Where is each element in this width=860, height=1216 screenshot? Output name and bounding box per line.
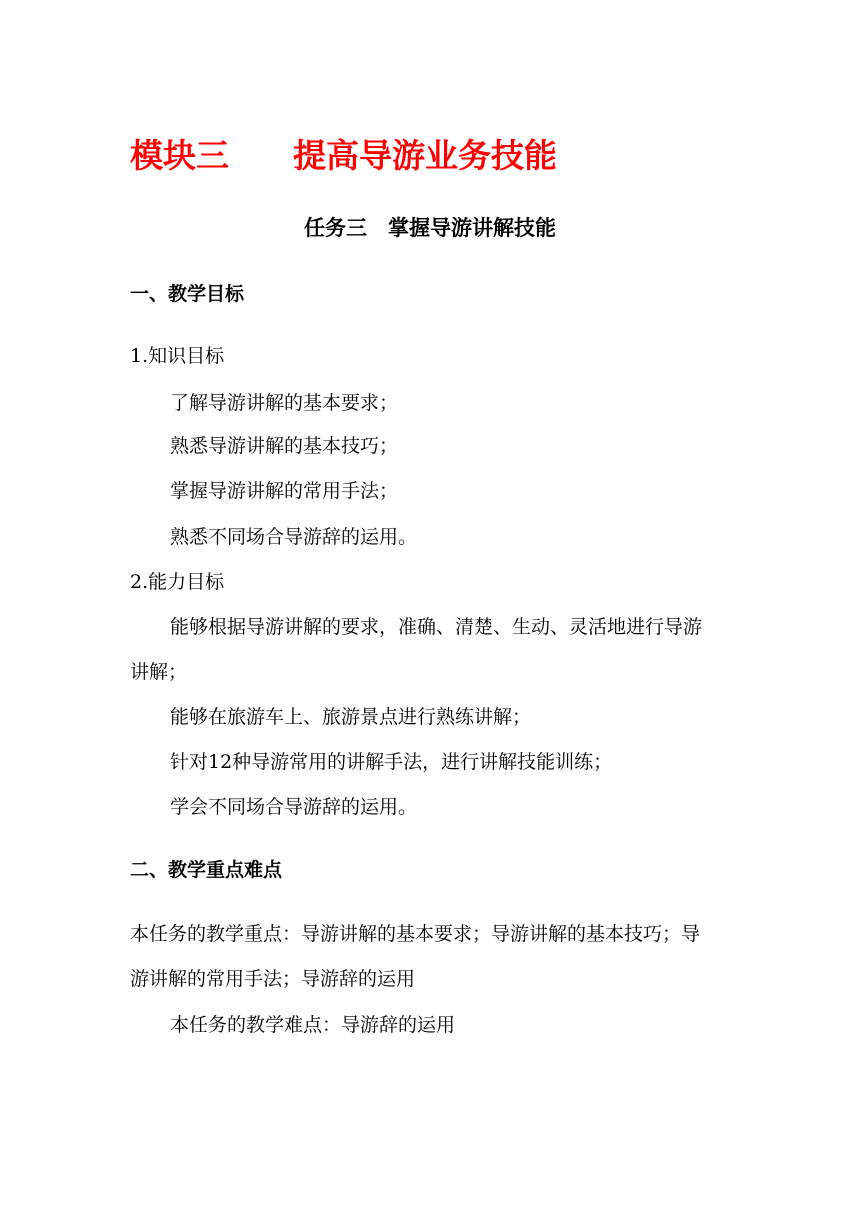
knowledge-item: 熟悉不同场合导游辞的运用。	[170, 526, 418, 548]
ability-objectives-heading: 2.能力目标	[130, 571, 225, 593]
section-heading-key-points: 二、教学重点难点	[130, 859, 283, 881]
knowledge-item: 熟悉导游讲解的基本技巧；	[170, 435, 399, 457]
task-title	[0, 218, 860, 239]
task-name: 掌握导游讲解技能	[388, 216, 556, 240]
knowledge-item: 了解导游讲解的基本要求；	[170, 392, 399, 414]
key-points-line: 本任务的教学重点：导游讲解的基本要求；导游讲解的基本技巧；导	[130, 923, 701, 945]
ability-item-line: 能够根据导游讲解的要求，准确、清楚、生动、灵活地进行导游	[170, 616, 703, 638]
ability-item-line: 讲解；	[130, 661, 188, 683]
module-label: 模块三	[130, 136, 229, 175]
ability-item: 能够在旅游车上、旅游景点进行熟练讲解；	[170, 706, 532, 728]
knowledge-objectives-heading: 1.知识目标	[130, 345, 225, 367]
knowledge-item: 掌握导游讲解的常用手法；	[170, 480, 399, 502]
section-heading-objectives: 一、教学目标	[130, 283, 245, 305]
ability-item: 针对12种导游常用的讲解手法，进行讲解技能训练；	[170, 751, 613, 773]
ability-item: 学会不同场合导游辞的运用。	[170, 796, 418, 818]
key-points-line: 游讲解的常用手法；导游辞的运用	[130, 968, 416, 990]
task-label: 任务三	[304, 216, 367, 240]
module-title	[130, 136, 557, 175]
difficulty-line: 本任务的教学难点：导游辞的运用	[170, 1014, 456, 1036]
module-name: 提高导游业务技能	[293, 136, 557, 175]
